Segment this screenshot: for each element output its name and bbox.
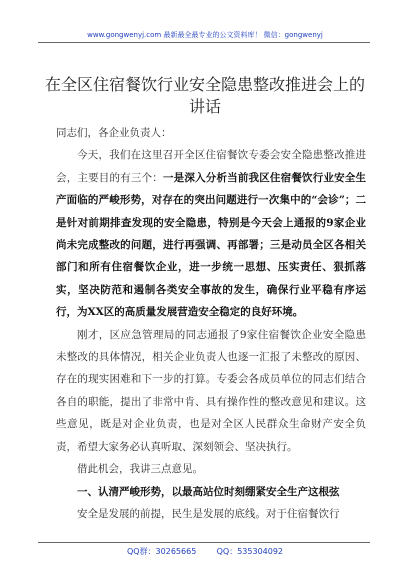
document-body (56, 122, 366, 525)
footer-divider (38, 542, 370, 543)
paragraph-2: 刚才，区应急管理局的同志通报了9家住宿餐饮企业安全隐患未整改的具体情况，相关企业负责人也逐一汇报了未整改的原因、存在的现实困难和下一步的打算。专委会各成员单位的同志们结合各自的职能，提出了非常中肯、具有操作性的整改意见和建议。这些意见，既是对企业负责，也是对全区人民群众生命财产安全负责，希望大家务必认真听取、深刻领会、坚决执行。 (56, 328, 366, 453)
section-heading-1: 一、认清严峻形势，以最高站位时刻绷紧安全生产这根弦 (77, 485, 340, 498)
paragraph-1-intro: 今天，我们在这里召开全区住宿餐饮专委会安全隐患整改推进会，主要目的有三个： (56, 149, 366, 184)
document-title: 在全区住宿餐饮行业安全隐患整改推进会上的讲话 (44, 75, 365, 116)
paragraph-1-bold: 一是深入分析当前我区住宿餐饮行业安全生产面临的严峻形势，对存在的突出问题进行一次集中的“会诊”；二是针对前期排查发现的安全隐患，特别是今天会上通报的9家企业尚未完成整改的问题，进行再强调、再部署；三是动员全区各相关部门和所有住宿餐饮企业，进一步统一思想、压实责任、狠抓落实，坚决防范和遏制各类安全事故的发生，确保行业平稳有序运行，为XX区的高质量发展营造安全稳定的良好环境。 (56, 171, 367, 319)
paragraph-1 (56, 144, 366, 323)
page-footer: QQ群：30265665 QQ：535304092 (126, 547, 284, 556)
page-header: www.gongwenyj.com 最新最全最专业的公文资料库！ 微信：gongwenyj (87, 31, 323, 39)
paragraph-4: 安全是发展的前提，民生是发展的底线。对于住宿餐饮行 (77, 507, 340, 520)
header-divider (38, 42, 370, 43)
salutation: 同志们，各企业负责人： (56, 127, 172, 139)
paragraph-3: 借此机会，我讲三点意见。 (77, 463, 203, 476)
